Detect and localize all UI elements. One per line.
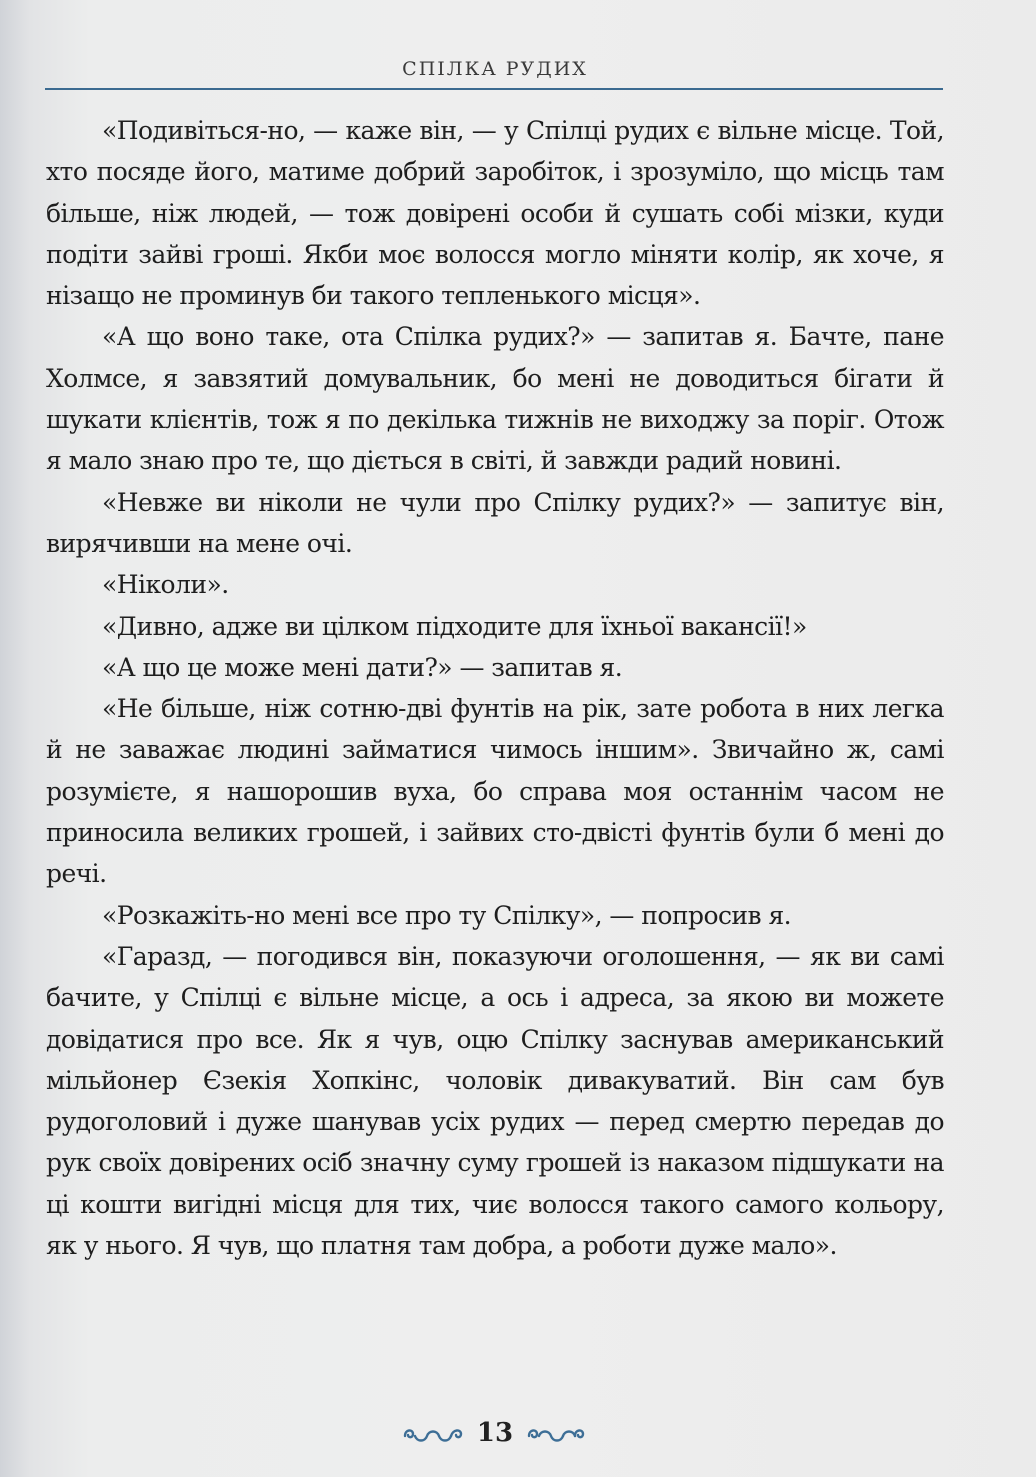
paragraph: «Невже ви ніколи не чули про Спілку рудих?» — запитує він, вирячивши на мене очі. [46,487,944,558]
paragraph: «Ніколи». [102,570,229,600]
paragraph: «Гаразд, — погодився він, показуючи оголошення, — як ви самі бачите, у Спілці є вільне місце, а ось і адреса, за якою ви можете довідатися про все. Як я чув, оцю Спілку заснував американський мільйонер Єзекія Хопкінс, чоловік дивакуватий. Він сам був рудоголовий і дуже шанував усіх рудих — перед смертю передав до рук своїх довірених осіб значну суму грошей із наказом підшукати на ці кошти вигідні місця для тих, чиє волосся такого самого кольору, як у нього. Я чув, що платня там добра, а роботи дуже мало». [46,941,944,1261]
body-text [46,110,944,1266]
paragraph: «Розкажіть-но мені все про ту Спілку», — попросив я. [102,900,792,930]
paragraph: «А що це може мені дати?» — запитав я. [102,652,623,682]
paragraph: «Дивно, адже ви цілком підходите для їхньої вакансії!» [102,611,807,641]
left-ornament-icon [401,1422,467,1444]
right-ornament-icon [523,1422,589,1444]
page-footer [0,1418,990,1448]
running-header: СПІЛКА РУДИХ [402,58,588,80]
paragraph: «Подивіться-но, — каже він, — у Спілці рудих є вільне місце. Той, хто посяде його, матиме добрий заробіток, і зрозуміло, що місць там більше, ніж людей, — тож довірені особи й сушать собі мізки, куди подіти зайві гроші. Якби моє волосся могло міняти колір, як хоче, я нізащо не проминув би такого тепленького місця». [46,116,944,311]
header-rule [45,88,943,90]
page-number: 13 [476,1418,514,1448]
paragraph: «А що воно таке, ота Спілка рудих?» — запитав я. Бачте, пане Холмсе, я завзятий домувальник, бо мені не доводиться бігати й шукати клієнтів, тож я по декілька тижнів не виходжу за поріг. Отож я мало знаю про те, що діється в світі, й завжди радий новині. [46,322,944,476]
paragraph: «Не більше, ніж сотню-дві фунтів на рік, зате робота в них легка й не заважає людині займатися чимось іншим». Звичайно ж, самі розумієте, я нашорошив вуха, бо справа моя останнім часом не приносила великих грошей, і зайвих сто-двісті фунтів були б мені до речі. [46,694,944,889]
